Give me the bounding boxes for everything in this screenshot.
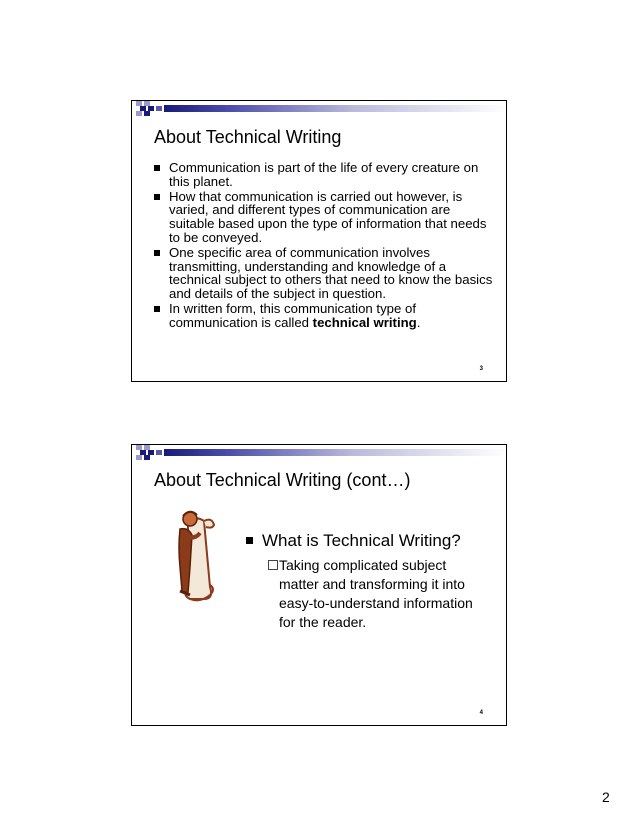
slide-4	[131, 444, 507, 726]
bullet-suffix: .	[416, 314, 421, 330]
slide-header-decoration	[132, 445, 506, 465]
square-bullet-icon	[154, 194, 160, 200]
sub-bullet	[268, 556, 488, 632]
list-item	[154, 161, 494, 189]
bullet-text: In written form, this communication type of communication is called	[169, 300, 416, 330]
slide-number: 3	[479, 366, 483, 372]
bullet-text: One specific area of communication involves transmitting, understanding and knowledge of a technical subject to others that need to know the basics and details of the subject in question.	[169, 244, 493, 302]
square-bullet-icon	[154, 165, 160, 171]
bold-term: technical writing	[312, 314, 417, 330]
slide-title: About Technical Writing (cont…)	[154, 470, 411, 490]
square-bullet-icon	[246, 537, 253, 544]
slide-title: About Technical Writing	[154, 127, 342, 147]
question-bullet	[246, 531, 461, 551]
bullet-text: Communication is part of the life of every creature on this planet.	[169, 160, 479, 189]
question-text: What is Technical Writing?	[262, 531, 461, 550]
page-number: 2	[602, 789, 610, 805]
answer-text: Taking complicated subject matter and transforming it into easy-to-understand information for the reader.	[279, 557, 473, 630]
list-item	[154, 302, 494, 330]
list-item	[154, 246, 494, 301]
slide-header-decoration	[132, 101, 506, 121]
bullet-text: How that communication is carried out however, is varied, and different types of communication are suitable based upon the type of information that needs to be conveyed.	[169, 188, 487, 245]
slide-number: 4	[479, 710, 483, 716]
list-item	[154, 190, 494, 245]
scroll-man-icon	[170, 507, 228, 603]
bullet-list	[154, 161, 494, 331]
slide-3	[131, 100, 507, 382]
hollow-square-icon	[268, 560, 278, 570]
square-bullet-icon	[154, 306, 160, 312]
square-bullet-icon	[154, 250, 160, 256]
